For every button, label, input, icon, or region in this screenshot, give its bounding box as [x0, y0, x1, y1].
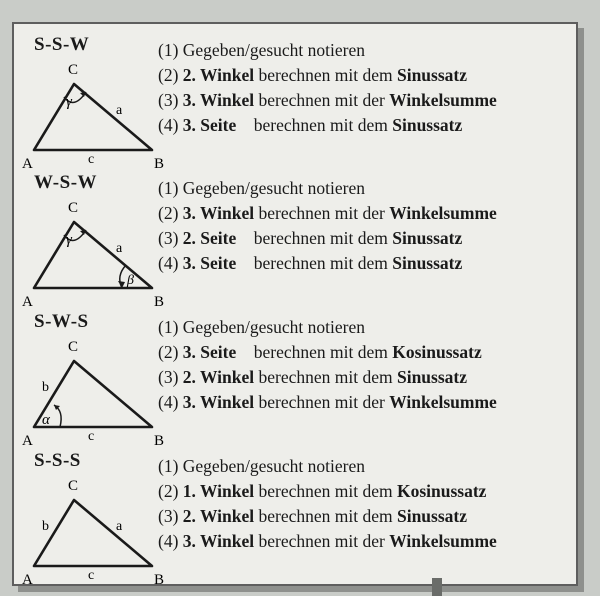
- angle-label: γ: [66, 94, 72, 110]
- angle-label: α: [42, 412, 50, 428]
- step-list: [158, 315, 497, 415]
- vertex-label: B: [154, 156, 164, 170]
- angle-label: γ: [66, 232, 72, 248]
- triangle-diagram: [14, 307, 164, 447]
- vertex-label: C: [68, 339, 79, 355]
- vertex-label: C: [68, 478, 79, 494]
- side-label: b: [42, 380, 49, 395]
- step-item: (4) 3. Seite berechnen mit dem Sinussatz: [158, 115, 463, 135]
- step-item: (2) 1. Winkel berechnen mit dem Kosinussatz: [158, 481, 487, 501]
- vertex-label: B: [154, 433, 164, 447]
- vertex-label: C: [68, 200, 79, 216]
- side-label: c: [88, 429, 95, 444]
- step-item: (2) 2. Winkel berechnen mit dem Sinussatz: [158, 65, 468, 85]
- case-title: S-S-S: [34, 450, 81, 471]
- vertex-label: B: [154, 572, 164, 586]
- side-label: a: [116, 241, 123, 256]
- step-list: [158, 38, 497, 138]
- step-item: (1) Gegeben/gesucht notieren: [158, 456, 366, 476]
- vertex-label: C: [68, 62, 79, 78]
- step-item: (1) Gegeben/gesucht notieren: [158, 317, 366, 337]
- step-item: (1) Gegeben/gesucht notieren: [158, 40, 366, 60]
- page-edge-mark: [432, 578, 442, 596]
- triangle-diagram: [14, 446, 164, 586]
- summary-panel: [12, 22, 578, 586]
- side-label: b: [42, 519, 49, 534]
- triangle-diagram: [14, 30, 164, 170]
- vertex-label: A: [22, 433, 33, 447]
- case-sws: [14, 307, 576, 447]
- vertex-label: B: [154, 294, 164, 308]
- triangle-diagram: [14, 168, 164, 308]
- angle-label: β: [127, 273, 134, 288]
- side-label: a: [116, 519, 123, 534]
- step-item: (1) Gegeben/gesucht notieren: [158, 178, 366, 198]
- vertex-label: A: [22, 294, 33, 308]
- vertex-label: A: [22, 156, 33, 170]
- case-ssw: [14, 30, 576, 170]
- side-label: c: [88, 152, 95, 167]
- step-list: [158, 454, 497, 554]
- case-wsw: [14, 168, 576, 308]
- case-title: S-W-S: [34, 311, 89, 332]
- step-list: [158, 176, 497, 276]
- case-title: W-S-W: [34, 172, 98, 193]
- vertex-label: A: [22, 572, 33, 586]
- case-title: S-S-W: [34, 34, 90, 55]
- case-sss: [14, 446, 576, 586]
- step-item: (3) 3. Winkel berechnen mit der Winkelsumme: [158, 90, 497, 110]
- step-item: (2) 3. Winkel berechnen mit der Winkelsumme: [158, 203, 497, 223]
- step-item: (3) 2. Winkel berechnen mit dem Sinussatz: [158, 367, 468, 387]
- step-item: (4) 3. Seite berechnen mit dem Sinussatz: [158, 253, 463, 273]
- side-label: c: [88, 568, 95, 583]
- step-item: (4) 3. Winkel berechnen mit der Winkelsumme: [158, 531, 497, 551]
- step-item: (3) 2. Winkel berechnen mit dem Sinussatz: [158, 506, 468, 526]
- side-label: a: [116, 103, 123, 118]
- step-item: (4) 3. Winkel berechnen mit der Winkelsumme: [158, 392, 497, 412]
- step-item: (3) 2. Seite berechnen mit dem Sinussatz: [158, 228, 463, 248]
- step-item: (2) 3. Seite berechnen mit dem Kosinussatz: [158, 342, 482, 362]
